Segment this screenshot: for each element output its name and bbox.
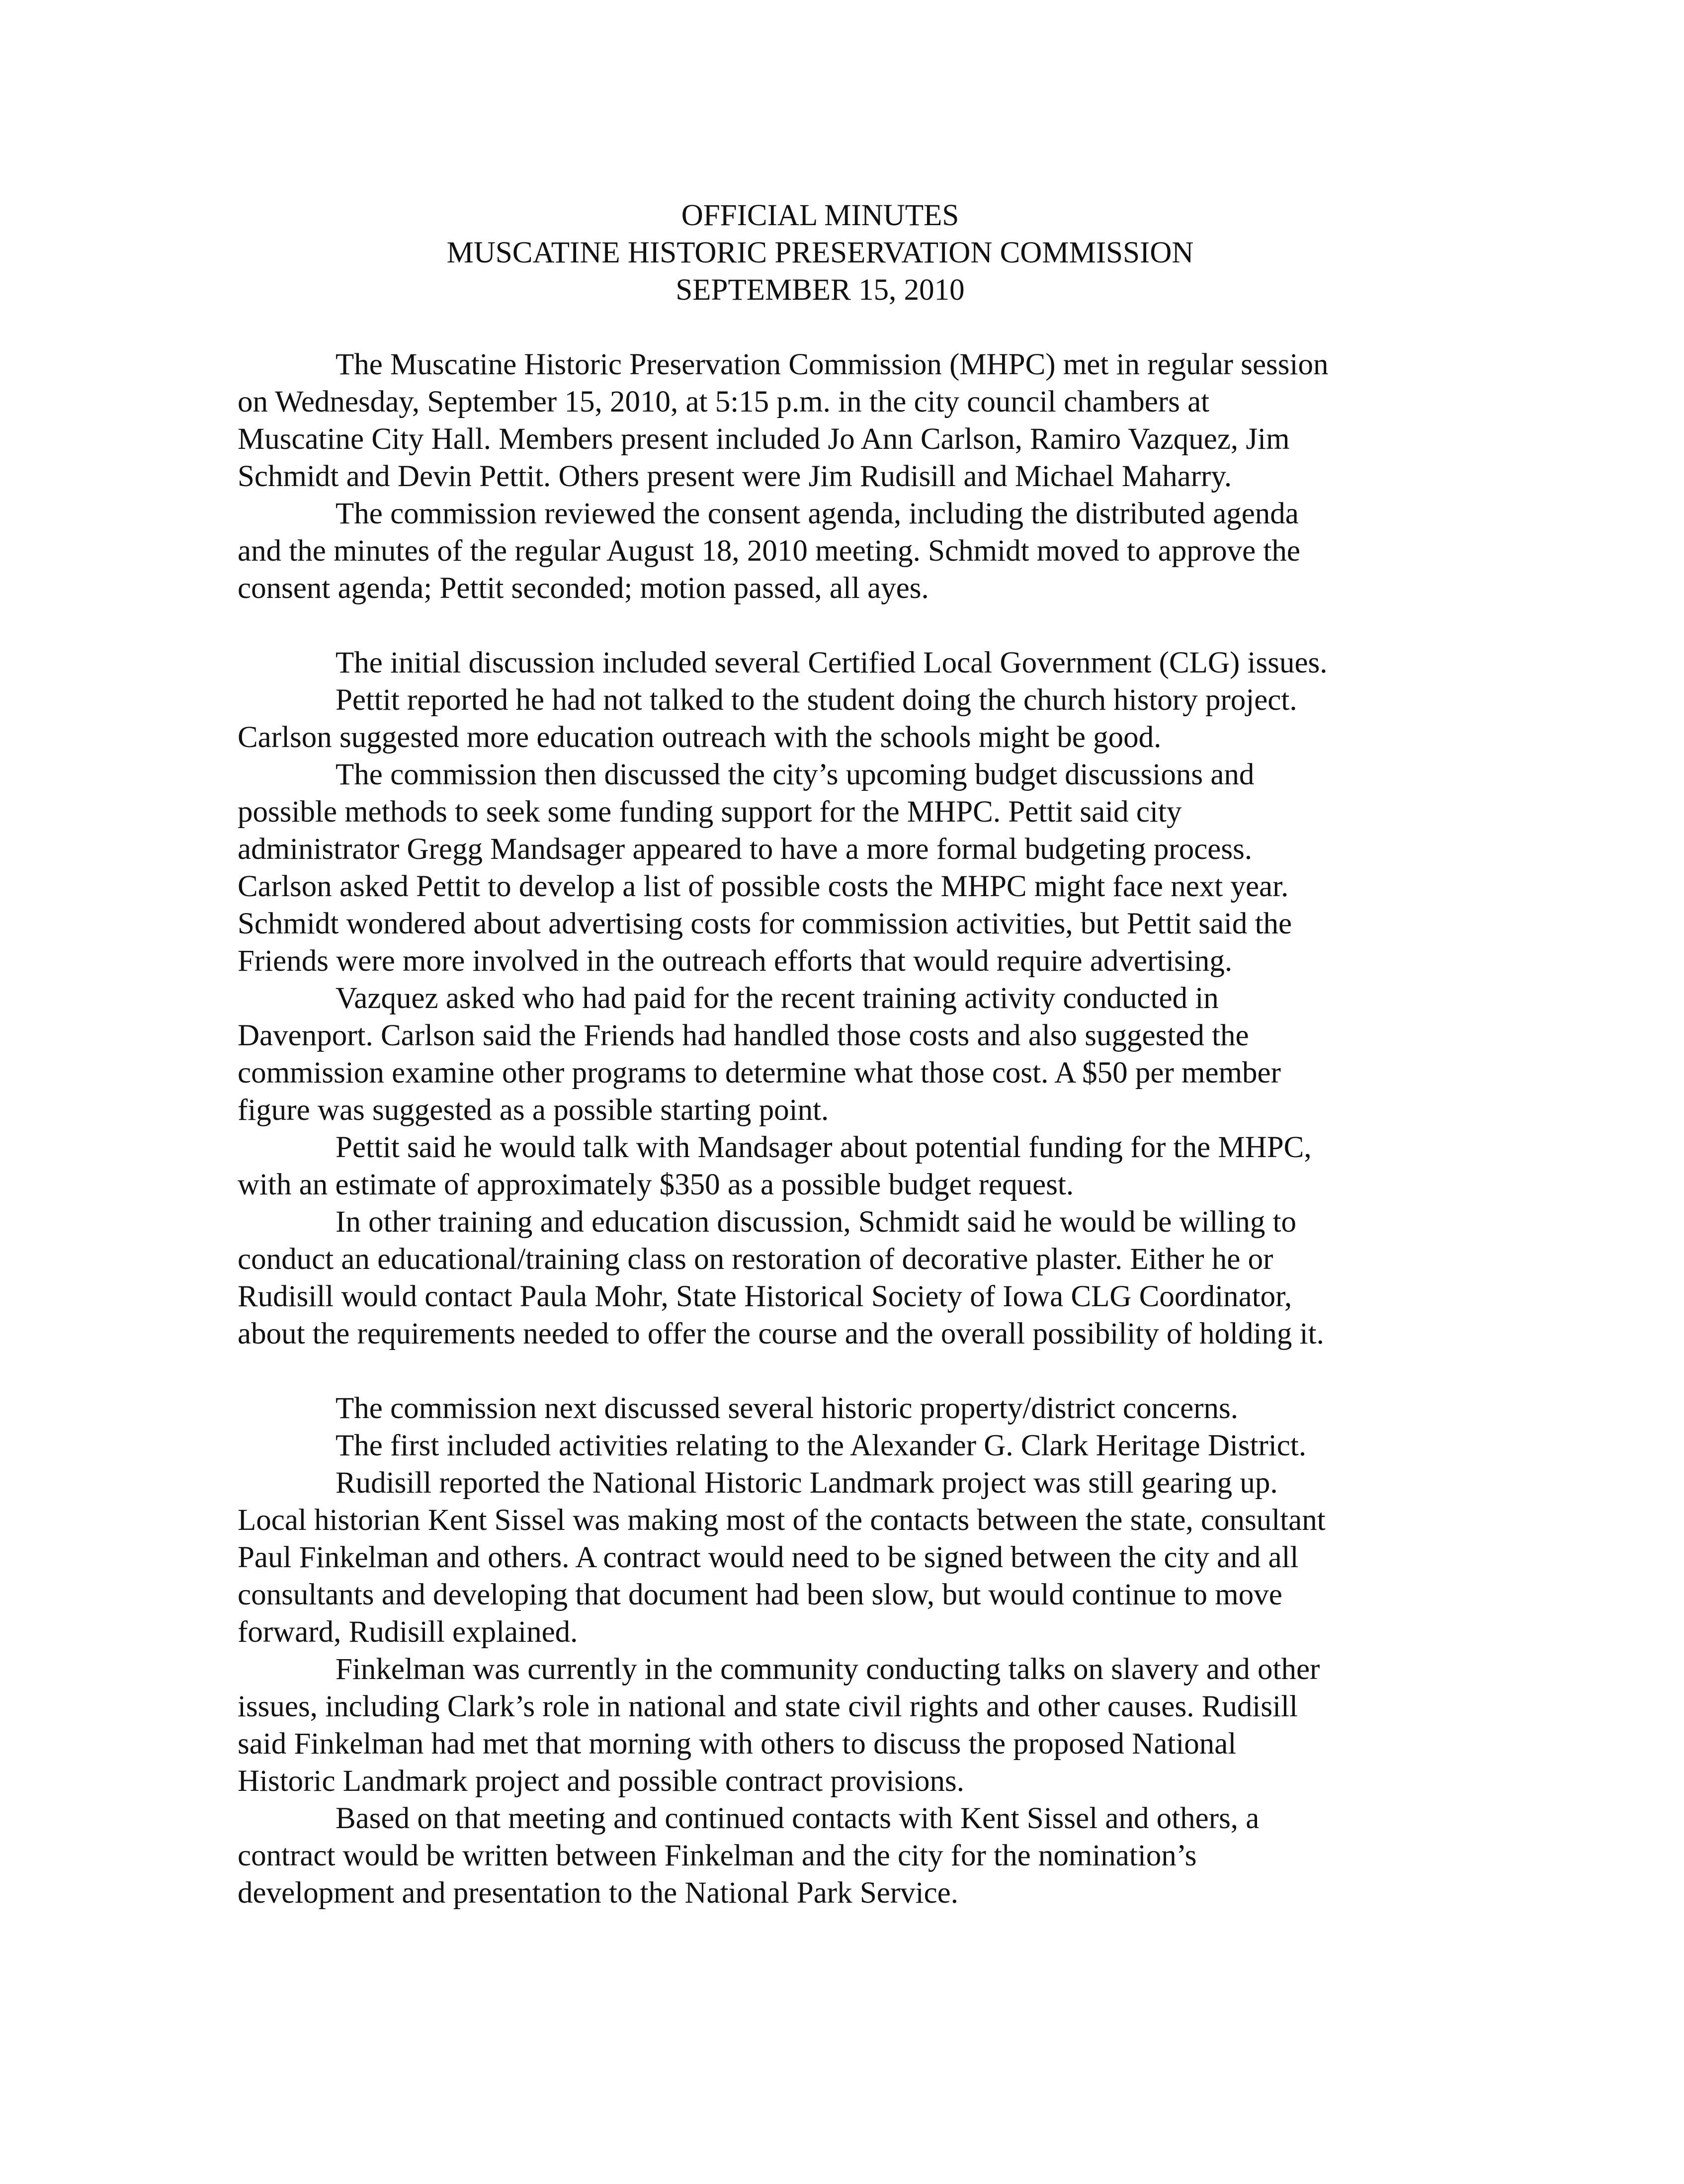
text-line: The commission reviewed the consent agenda, including the distributed agenda	[336, 497, 1299, 530]
text-line: Muscatine City Hall. Members present included Jo Ann Carlson, Ramiro Vazquez, Jim	[238, 422, 1290, 456]
text-line: Historic Landmark project and possible contract provisions.	[238, 1764, 964, 1798]
paragraph	[238, 1427, 1450, 1464]
text-line: Local historian Kent Sissel was making most of the contacts between the state, consultant	[238, 1504, 1326, 1537]
text-line: Rudisill would contact Paula Mohr, State Historical Society of Iowa CLG Coordinator,	[238, 1280, 1292, 1313]
text-line: The Muscatine Historic Preservation Commission (MHPC) met in regular session	[336, 348, 1329, 381]
text-line: Finkelman was currently in the community conducting talks on slavery and other	[336, 1653, 1320, 1686]
text-line: figure was suggested as a possible starting point.	[238, 1093, 829, 1127]
document-title: OFFICIAL MINUTES	[681, 199, 959, 232]
meeting-date: SEPTEMBER 15, 2010	[675, 273, 965, 307]
paragraph	[238, 1800, 1450, 1912]
text-line: forward, Rudisill explained.	[238, 1615, 578, 1649]
paragraph	[238, 1651, 1450, 1800]
minutes-document	[238, 197, 1450, 1912]
text-line: Paul Finkelman and others. A contract would need to be signed between the city and all	[238, 1541, 1299, 1574]
paragraph	[238, 756, 1450, 980]
text-line: consultants and developing that document had been slow, but would continue to move	[238, 1578, 1282, 1611]
text-line: commission examine other programs to determine what those cost. A $50 per member	[238, 1056, 1281, 1090]
text-line: The commission then discussed the city’s upcoming budget discussions and	[336, 758, 1255, 791]
text-line: Pettit reported he had not talked to the student doing the church history project.	[336, 683, 1297, 717]
minutes-section	[238, 1390, 1450, 1912]
paragraph	[238, 681, 1450, 756]
paragraph	[238, 1390, 1450, 1427]
document-body	[238, 346, 1450, 1912]
text-line: said Finkelman had met that morning with others to discuss the proposed National	[238, 1727, 1237, 1761]
text-line: The initial discussion included several Certified Local Government (CLG) issues.	[336, 646, 1328, 679]
minutes-section	[238, 644, 1450, 1352]
text-line: In other training and education discussion, Schmidt said he would be willing to	[336, 1205, 1297, 1239]
text-line: development and presentation to the National Park Service.	[238, 1876, 959, 1910]
text-line: Based on that meeting and continued contacts with Kent Sissel and others, a	[336, 1802, 1260, 1835]
text-line: Schmidt wondered about advertising costs for commission activities, but Pettit said the	[238, 907, 1292, 940]
paragraph	[238, 644, 1450, 681]
text-line: Carlson suggested more education outreach with the schools might be good.	[238, 721, 1162, 754]
paragraph	[238, 1129, 1450, 1203]
document-header	[214, 197, 1427, 309]
text-line: Davenport. Carlson said the Friends had handled those costs and also suggested the	[238, 1019, 1249, 1052]
text-line: possible methods to seek some funding support for the MHPC. Pettit said city	[238, 795, 1182, 829]
text-line: Rudisill reported the National Historic Landmark project was still gearing up.	[336, 1466, 1278, 1500]
text-line: and the minutes of the regular August 18, 2010 meeting. Schmidt moved to approve the	[238, 534, 1300, 568]
text-line: The commission next discussed several historic property/district concerns.	[336, 1392, 1239, 1425]
commission-name: MUSCATINE HISTORIC PRESERVATION COMMISSION	[446, 236, 1194, 269]
text-line: Schmidt and Devin Pettit. Others present were Jim Rudisill and Michael Maharry.	[238, 460, 1232, 493]
text-line: administrator Gregg Mandsager appeared to have a more formal budgeting process.	[238, 833, 1253, 866]
paragraph	[238, 1464, 1450, 1651]
text-line: issues, including Clark’s role in national and state civil rights and other causes. Rudisill	[238, 1690, 1298, 1723]
paragraph	[238, 495, 1450, 607]
text-line: consent agenda; Pettit seconded; motion passed, all ayes.	[238, 572, 929, 605]
text-line: on Wednesday, September 15, 2010, at 5:15 p.m. in the city council chambers at	[238, 385, 1210, 419]
minutes-section	[238, 346, 1450, 607]
text-line: Carlson asked Pettit to develop a list of possible costs the MHPC might face next year.	[238, 870, 1289, 903]
text-line: contract would be written between Finkelman and the city for the nomination’s	[238, 1839, 1197, 1872]
text-line: with an estimate of approximately $350 as a possible budget request.	[238, 1168, 1074, 1201]
text-line: Vazquez asked who had paid for the recent training activity conducted in	[336, 982, 1219, 1015]
paragraph	[238, 346, 1450, 495]
text-line: about the requirements needed to offer the course and the overall possibility of holding it.	[238, 1317, 1324, 1350]
text-line: conduct an educational/training class on restoration of decorative plaster. Either he or	[238, 1243, 1273, 1276]
paragraph	[238, 1203, 1450, 1352]
text-line: Pettit said he would talk with Mandsager about potential funding for the MHPC,	[336, 1131, 1312, 1164]
text-line: Friends were more involved in the outreach efforts that would require advertising.	[238, 944, 1233, 978]
text-line: The first included activities relating to the Alexander G. Clark Heritage District.	[336, 1429, 1307, 1462]
paragraph	[238, 980, 1450, 1129]
